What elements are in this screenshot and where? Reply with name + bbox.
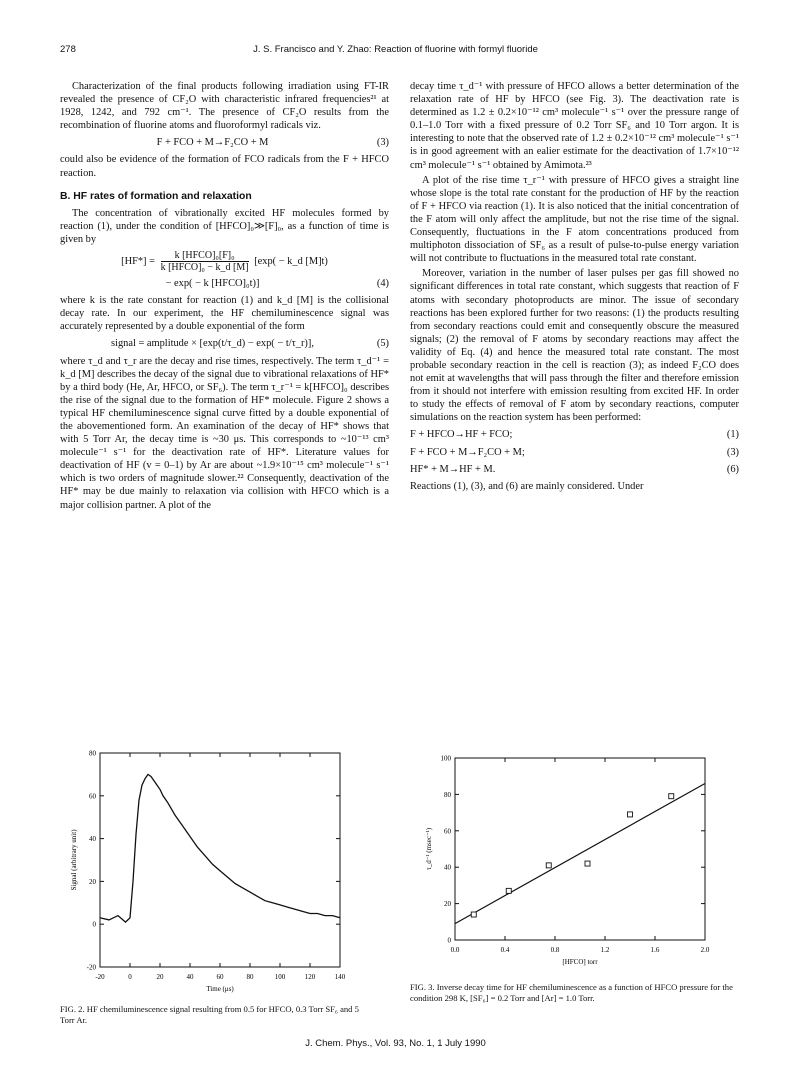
y-tick-label: -20 — [86, 963, 96, 972]
reaction-number: (6) — [726, 463, 739, 475]
y-axis-label: Signal (arbitrary unit) — [70, 829, 78, 891]
reaction-1 — [410, 428, 739, 441]
y-tick-label: 80 — [444, 790, 451, 799]
x-axis-label: Time (μs) — [206, 985, 234, 993]
x-tick-label: 20 — [156, 973, 164, 981]
paragraph: could also be evidence of the formation of FCO radicals from the F + HFCO reaction. — [60, 154, 389, 179]
x-tick-label: 140 — [334, 973, 346, 981]
equation-expr: − exp( − k [HFCO]₀t)] — [165, 278, 260, 290]
plot-frame — [100, 753, 340, 967]
x-tick-label: 0.4 — [500, 946, 510, 954]
y-tick-label: 100 — [440, 754, 451, 763]
y-tick-label: 80 — [89, 749, 96, 758]
equation-number: (4) — [376, 278, 389, 290]
equation-expr: F + FCO + M→F₂CO + M — [156, 137, 269, 149]
reaction-expr: F + FCO + M→F₂CO + M; — [410, 446, 525, 458]
data-point — [669, 794, 674, 799]
data-point — [546, 863, 551, 868]
x-tick-label: 1.6 — [650, 946, 660, 954]
page-number: 278 — [60, 44, 76, 55]
reaction-6 — [410, 463, 739, 476]
x-tick-label: 2.0 — [700, 946, 710, 954]
reaction-3 — [410, 446, 739, 459]
y-tick-label: 0 — [447, 936, 451, 945]
y-axis-label: τ_d⁻¹ (msec⁻¹) — [425, 827, 433, 871]
figure-2-chart — [55, 745, 355, 1000]
journal-footer: J. Chem. Phys., Vol. 93, No. 1, 1 July 1990 — [305, 1038, 486, 1049]
data-point — [628, 812, 633, 817]
equation-number: (5) — [376, 338, 389, 350]
running-title: J. S. Francisco and Y. Zhao: Reaction of fluorine with formyl fluoride — [253, 44, 538, 55]
x-tick-label: 60 — [216, 973, 224, 981]
x-axis-label: [HFCO] torr — [562, 958, 598, 966]
x-tick-label: -20 — [95, 973, 105, 981]
figure-3-caption: FIG. 3. Inverse decay time for HF chemiluminescence as a function of HFCO pressure for the condition 298 K, [SF₆] = 0.2 Torr and [Ar] = 1.0 Torr. — [410, 982, 733, 1003]
paragraph: where k is the rate constant for reaction (1) and k_d [M] is the collisional decay rate. In our experiment, the HF chemiluminescence signal was accurately represented by a double exponential of the form — [60, 295, 389, 333]
x-tick-label: 0 — [128, 973, 132, 981]
fraction-numerator: k [HFCO]₀[F]₀ — [161, 250, 249, 262]
paragraph: Reactions (1), (3), and (6) are mainly considered. Under — [410, 480, 644, 492]
x-tick-label: 0.0 — [450, 946, 460, 954]
right-column — [410, 80, 739, 495]
x-tick-label: 80 — [246, 973, 254, 981]
equation-5 — [60, 337, 389, 350]
y-tick-label: 60 — [444, 827, 451, 836]
figure-3-chart — [405, 750, 725, 978]
data-point — [585, 861, 590, 866]
reaction-expr: HF* + M→HF + M. — [410, 463, 496, 475]
plot-frame — [455, 758, 705, 940]
section-heading: B. HF rates of formation and relaxation — [60, 190, 252, 202]
data-point — [506, 888, 511, 893]
paragraph: Characterization of the final products following irradiation using FT-IR revealed the presence of CF₂O with characteristic infrared frequencies²¹ at 1928, 1242, and 792 cm⁻¹. The presence of CF₂O results from the recombination of fluorine atoms and fluoroformyl radicals viz. — [60, 81, 389, 132]
y-tick-label: 40 — [444, 863, 451, 872]
paragraph: A plot of the rise time τ_r⁻¹ with pressure of HFCO gives a straight line whose slope is the total rate constant for the production of HF by the reaction of F + HFCO via reaction (1). It is also noticed that the initial concentration of the F atom will only affect the amplitude, but not the rise time of the signal. Consequently, fluctuations in the F atom concentrations produced from multiphoton dissociation of SF₆ as a result of pulse-to-pulse energy variation will not contribute to fluctuations in the measured total rate constant. — [410, 174, 739, 265]
x-tick-label: 100 — [274, 973, 286, 981]
x-tick-label: 0.8 — [550, 946, 560, 954]
equation-4-line2 — [60, 277, 389, 290]
figure-2-caption: FIG. 2. HF chemiluminescence signal resulting from 0.5 for HFCO, 0.3 Torr SF₆ and 5 Torr Ar. — [60, 1004, 359, 1025]
left-column — [60, 80, 389, 514]
equation-3 — [60, 136, 389, 149]
x-tick-label: 1.2 — [600, 946, 610, 954]
equation-fraction — [161, 250, 249, 273]
equation-lhs: [HF*] = — [121, 255, 155, 267]
y-tick-label: 60 — [89, 792, 96, 801]
y-tick-label: 40 — [89, 835, 96, 844]
y-tick-label: 20 — [89, 877, 96, 886]
fraction-denominator: k [HFCO]₀ − k_d [M] — [160, 262, 249, 274]
data-point — [471, 912, 476, 917]
equation-tail: [exp( − k_d [M]t) — [254, 255, 328, 267]
reaction-number: (1) — [726, 429, 739, 441]
reaction-expr: F + HFCO→HF + FCO; — [410, 429, 513, 441]
paragraph: The concentration of vibrationally excited HF molecules formed by reaction (1), under the condition of [HFCO]₀≫[F]₀, as a function of time is given by — [60, 207, 389, 245]
signal-trace — [100, 774, 340, 922]
paragraph: Moreover, variation in the number of laser pulses per gas fill showed no significant differences in total rate constant, which suggests that reaction of F atoms with secondary photoproducts are minor. The issue of secondary reactions has been explored further for two reasons: (1) the products resulting from secondary reactions could emit and consequently obscure the measured signals; (2) the removal of F atoms by secondary reactions may affect the validity of Eq. (4) and hence the measured total rate constant. The most probable secondary reaction in the cell is reaction (3); as indeed F₂CO does not emit at wavelengths that will pass through the filter and therefore emission from it should not interfere with emission resulting from excited HF. In order to study the effects of removal of F atom by secondary reactions, computer simulations on the reaction system has been performed: — [410, 268, 739, 424]
paragraph: where τ_d and τ_r are the decay and rise times, respectively. The term τ_d⁻¹ = k_d [M] describes the decay of the signal due to vibrational relaxations of HF* by a third body (He, Ar, HFCO, or SF₆). The term τ_r⁻¹ = k[HFCO]₀ describes the rise of the signal due to the formation of HF* molecule. Figure 2 shows a typical HF chemiluminescence signal curve fitted by a double exponential of the abovementioned form. An examination of the decay of HF* shows that with 5 Torr Ar, the decay time is ~30 μs. This corresponds to ~10⁻¹³ cm³ molecule⁻¹ s⁻¹ for the deactivation rate of HF*. Literature values for deactivation of HF (v = 0–1) by Ar are about ~1.9×10⁻¹⁵ cm³ molecule⁻¹ s⁻¹ which is two orders of magnitude slower.²² Consequently, deactivation of the HF* may be due mainly to relaxation via collision with HFCO which is a major collision partner. A plot of the — [60, 355, 389, 511]
x-tick-label: 120 — [304, 973, 316, 981]
running-header — [0, 44, 791, 58]
paragraph: decay time τ_d⁻¹ with pressure of HFCO allows a better determination of the relaxation rate of HF by HFCO (see Fig. 3). The deactivation rate is determined as 1.2 ± 0.2×10⁻¹² cm³ molecule⁻¹ s⁻¹ over the pressure range of 0.1–1.0 Torr with a fixed pressure of 0.2 Torr SF₆ and 10 Torr argon. It is interesting to note that the observed rate of 1.2 ± 0.2×10⁻¹² cm³ molecule⁻¹ s⁻¹ is in good agreement with an ealier estimate for the deactivation of 1.7×10⁻¹² cm³ molecule⁻¹ s⁻¹ obtained by Amimota.²³ — [410, 81, 739, 171]
y-tick-label: 0 — [92, 920, 96, 929]
equation-expr: signal = amplitude × [exp(t/τ_d) − exp( − t/τ_r)], — [111, 338, 314, 350]
reaction-number: (3) — [726, 446, 739, 458]
fit-line — [455, 783, 705, 923]
y-tick-label: 20 — [444, 900, 451, 909]
equation-number: (3) — [376, 137, 389, 149]
x-tick-label: 40 — [186, 973, 194, 981]
equation-4 — [60, 250, 389, 273]
